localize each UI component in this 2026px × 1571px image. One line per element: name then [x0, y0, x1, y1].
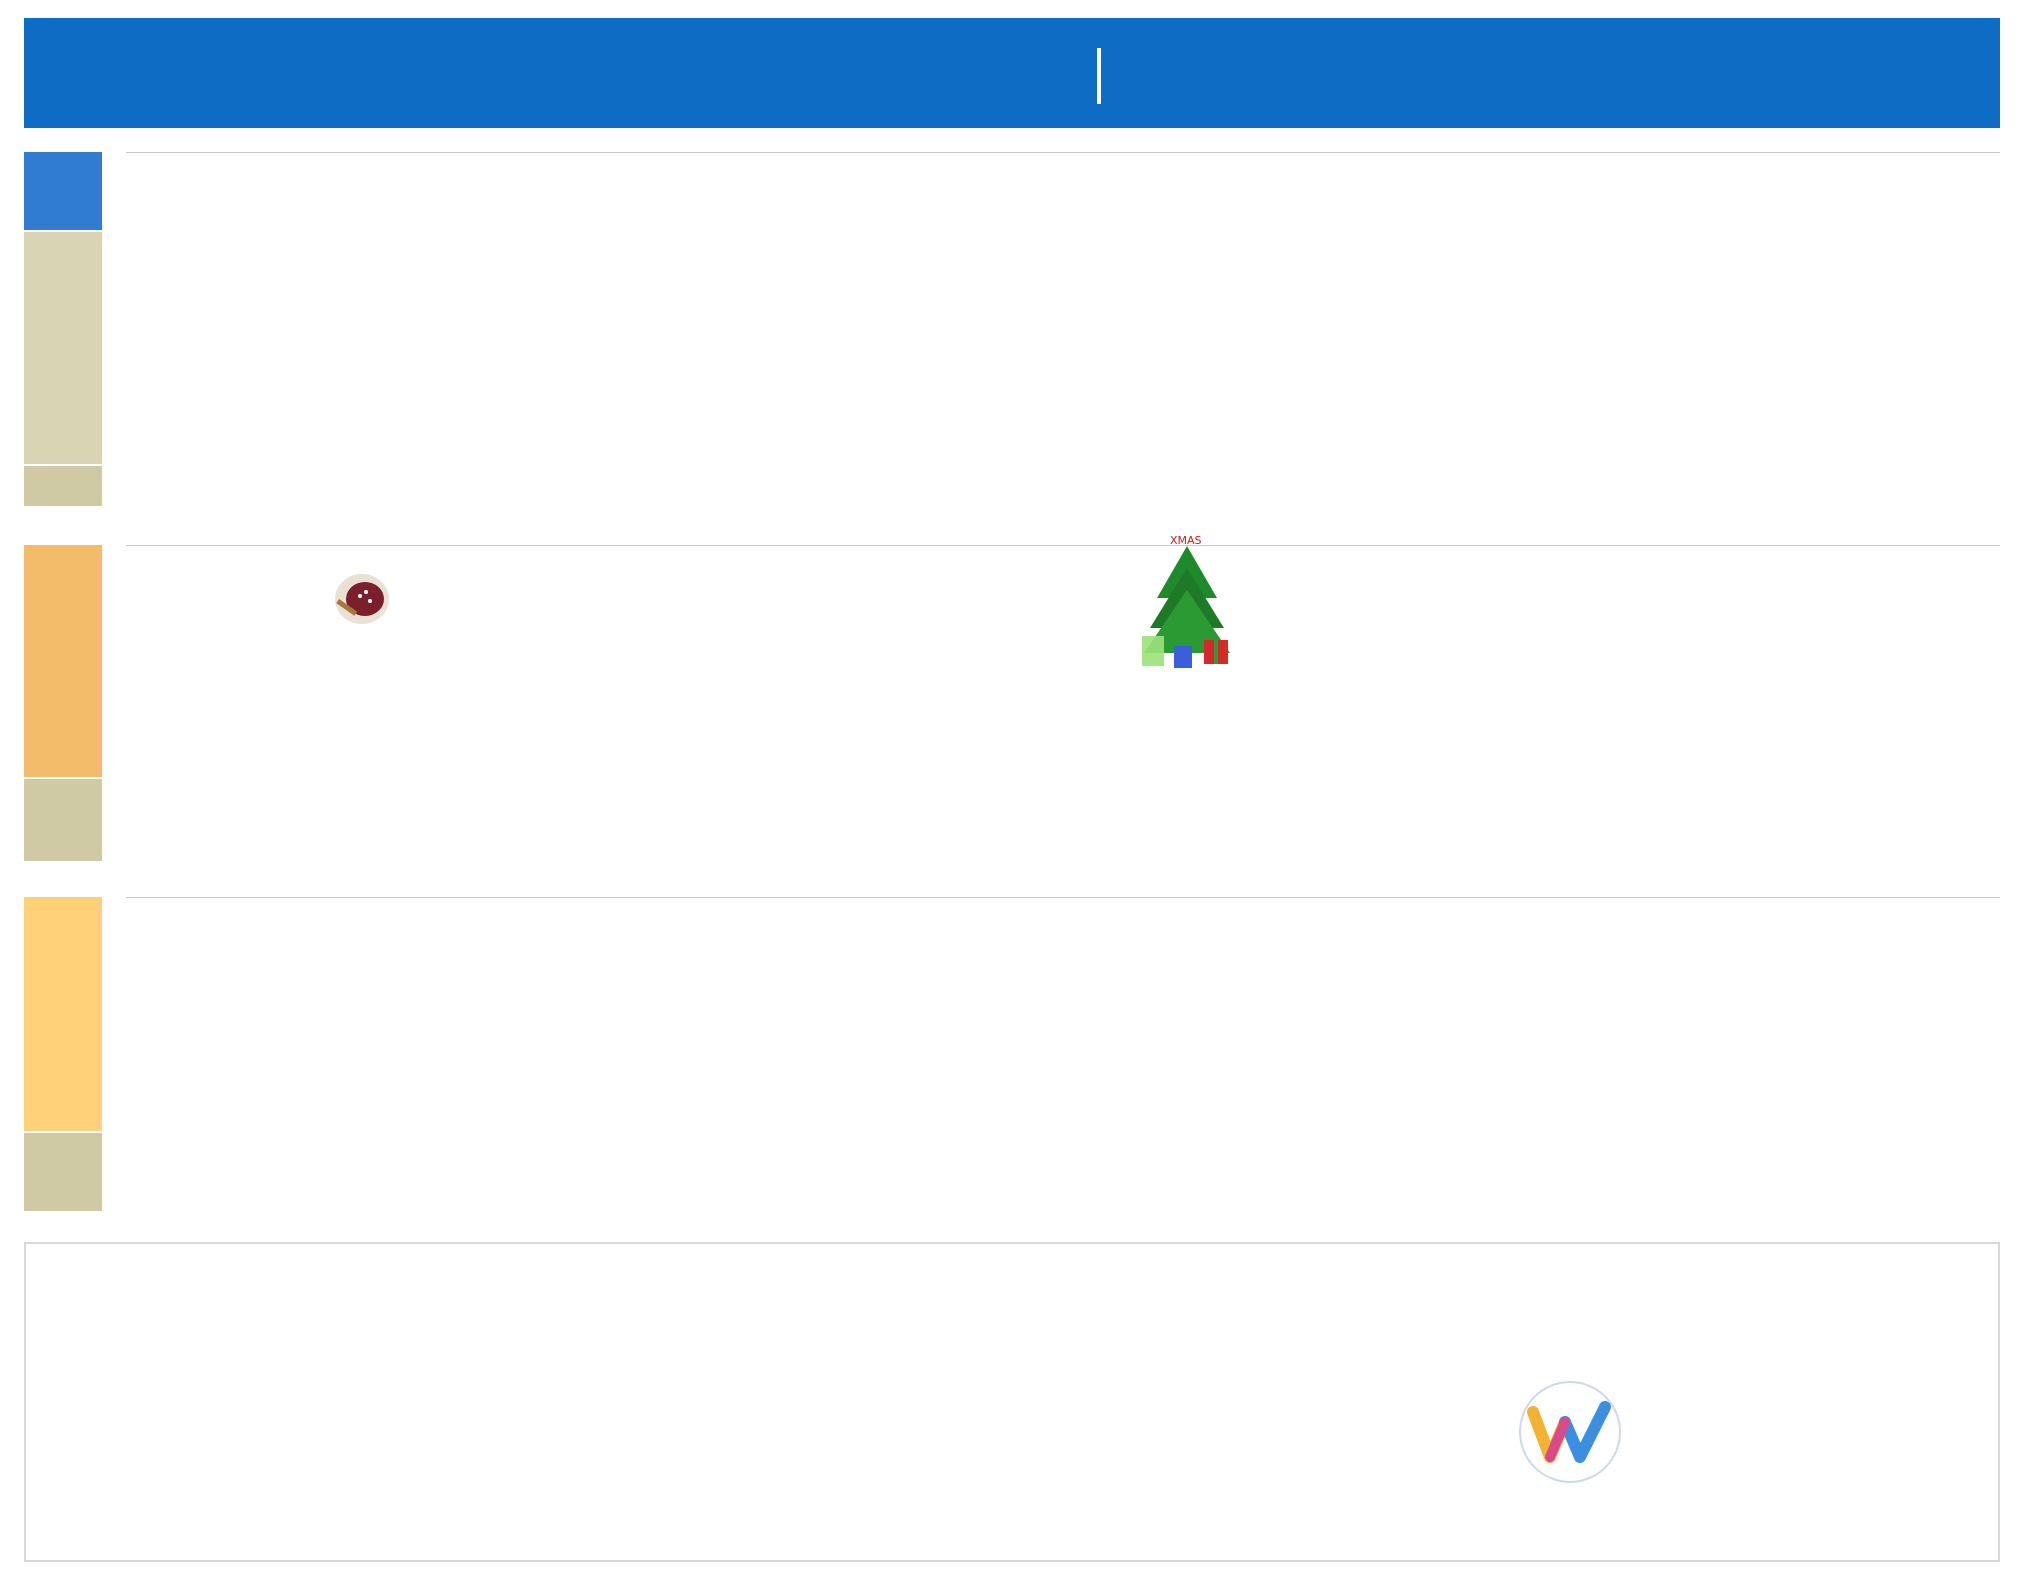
breakfast-kcal-label [24, 466, 102, 506]
breakfast-label [24, 232, 102, 464]
category-label [24, 152, 102, 230]
total-snack-label [24, 779, 102, 861]
title-divider [1097, 48, 1101, 104]
svg-text:XMAS: XMAS [1170, 534, 1202, 547]
dinner-label [24, 897, 102, 1131]
lunch-label [24, 545, 102, 777]
title-banner [24, 18, 2000, 128]
breakfast-table [126, 152, 2000, 153]
christmas-tree-icon [1132, 528, 1242, 678]
red-bean-porridge-icon [330, 565, 400, 635]
hospital-logo-icon [1515, 1377, 1625, 1487]
dinner-kcal-label [24, 1133, 102, 1211]
lunch-table [126, 545, 2000, 546]
dinner-table [126, 897, 2000, 898]
hospital-logo [1515, 1358, 1963, 1506]
